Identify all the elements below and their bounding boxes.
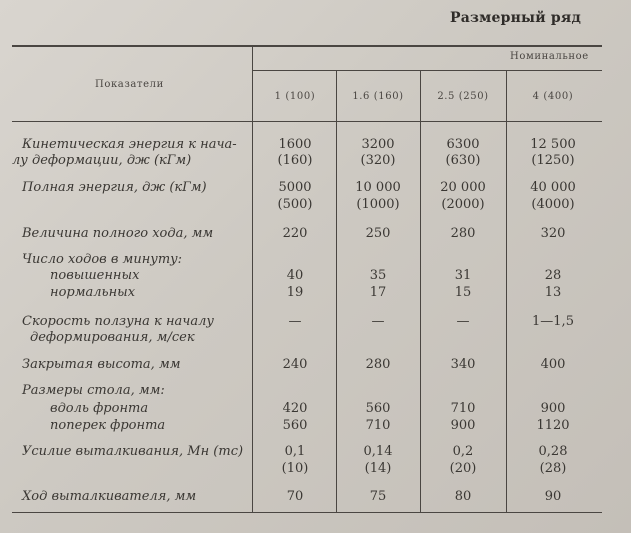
cell-value: 560 (365, 401, 391, 416)
cell-value: 31 (454, 268, 472, 283)
cell-value: (14) (364, 461, 392, 476)
cell-value: 1—1,5 (532, 314, 574, 329)
cell-value: 250 (365, 226, 391, 241)
cell-value: 0,1 (284, 444, 306, 459)
column-header-4: 4 (400) (532, 91, 574, 102)
cell-value: 17 (369, 285, 387, 300)
cell-value: 12 500 (530, 137, 576, 152)
cell-value: 900 (450, 418, 476, 433)
row-sublabel-along-front: вдоль фронта (50, 401, 149, 416)
cell-value: — (371, 314, 385, 329)
nominal-group-header: Номинальное (510, 51, 589, 62)
table-top-rule (12, 45, 602, 47)
cell-value: 10 000 (355, 180, 401, 195)
row-sublabel-across-front: поперек фронта (50, 418, 166, 433)
cell-value: 320 (540, 226, 566, 241)
cell-value: 900 (540, 401, 566, 416)
row-sublabel-raised: повышенных (50, 268, 140, 283)
cell-value: (10) (281, 461, 309, 476)
row-label-kinetic-energy: Кинетическая энергия к нача- (22, 137, 237, 152)
table-bottom-rule (12, 512, 602, 513)
row-label-total-energy: Полная энергия, дж (кГм) (22, 180, 207, 195)
cell-value: 710 (365, 418, 391, 433)
cell-value: (630) (445, 153, 481, 168)
cell-value: 0,14 (363, 444, 393, 459)
cell-value: (320) (360, 153, 396, 168)
indicators-header: Показатели (95, 79, 164, 90)
cell-value: 280 (450, 226, 476, 241)
row-label-strokes-per-minute: Число ходов в минуту: (22, 252, 183, 267)
cell-value: 40 000 (530, 180, 576, 195)
cell-value: 3200 (361, 137, 395, 152)
cell-value: 1120 (536, 418, 570, 433)
cell-value: (1250) (531, 153, 575, 168)
row-label-ram-speed: Скорость ползуна к началу (22, 314, 214, 329)
cell-value: 35 (369, 268, 387, 283)
row-label-closed-height: Закрытая высота, мм (22, 357, 181, 372)
cell-value: — (288, 314, 302, 329)
cell-value: (4000) (531, 197, 575, 212)
cell-value: 420 (282, 401, 308, 416)
column-header-3: 2.5 (250) (437, 91, 489, 102)
cell-value: — (456, 314, 470, 329)
cell-value: 70 (286, 489, 304, 504)
cell-value: 0,2 (452, 444, 474, 459)
row-label-ejection-force: Усилие выталкивания, Мн (тс) (22, 444, 244, 459)
column-header-2: 1.6 (160) (352, 91, 404, 102)
cell-value: 220 (282, 226, 308, 241)
cell-value: 28 (544, 268, 562, 283)
group-header-rule (252, 70, 602, 71)
cell-value: 0,28 (538, 444, 568, 459)
column-header-1: 1 (100) (274, 91, 316, 102)
cell-value: 20 000 (440, 180, 486, 195)
cell-value: (20) (449, 461, 477, 476)
cell-value: (160) (277, 153, 313, 168)
row-label-full-stroke: Величина полного хода, мм (22, 226, 214, 241)
cell-value: 75 (369, 489, 387, 504)
row-label-table-size: Размеры стола, мм: (22, 383, 165, 398)
cell-value: (1000) (356, 197, 400, 212)
cell-value: 19 (286, 285, 304, 300)
page-title: Размерный ряд (450, 10, 581, 26)
cell-value: (500) (277, 197, 313, 212)
cell-value: 400 (540, 357, 566, 372)
row-label-ram-speed-cont: деформирования, м/сек (30, 330, 195, 345)
cell-value: 40 (286, 268, 304, 283)
cell-value: 710 (450, 401, 476, 416)
cell-value: 90 (544, 489, 562, 504)
row-sublabel-normal: нормальных (50, 285, 136, 300)
cell-value: (28) (539, 461, 567, 476)
cell-value: 560 (282, 418, 308, 433)
cell-value: 5000 (278, 180, 312, 195)
cell-value: (2000) (441, 197, 485, 212)
cell-value: 15 (454, 285, 472, 300)
cell-value: 280 (365, 357, 391, 372)
table-header-bottom-rule (12, 121, 602, 122)
cell-value: 340 (450, 357, 476, 372)
cell-value: 6300 (446, 137, 480, 152)
cell-value: 240 (282, 357, 308, 372)
cell-value: 80 (454, 489, 472, 504)
cell-value: 1600 (278, 137, 312, 152)
row-label-ejector-stroke: Ход выталкивателя, мм (22, 489, 197, 504)
cell-value: 13 (544, 285, 562, 300)
row-label-kinetic-energy-cont: лу деформации, дж (кГм) (12, 153, 192, 168)
